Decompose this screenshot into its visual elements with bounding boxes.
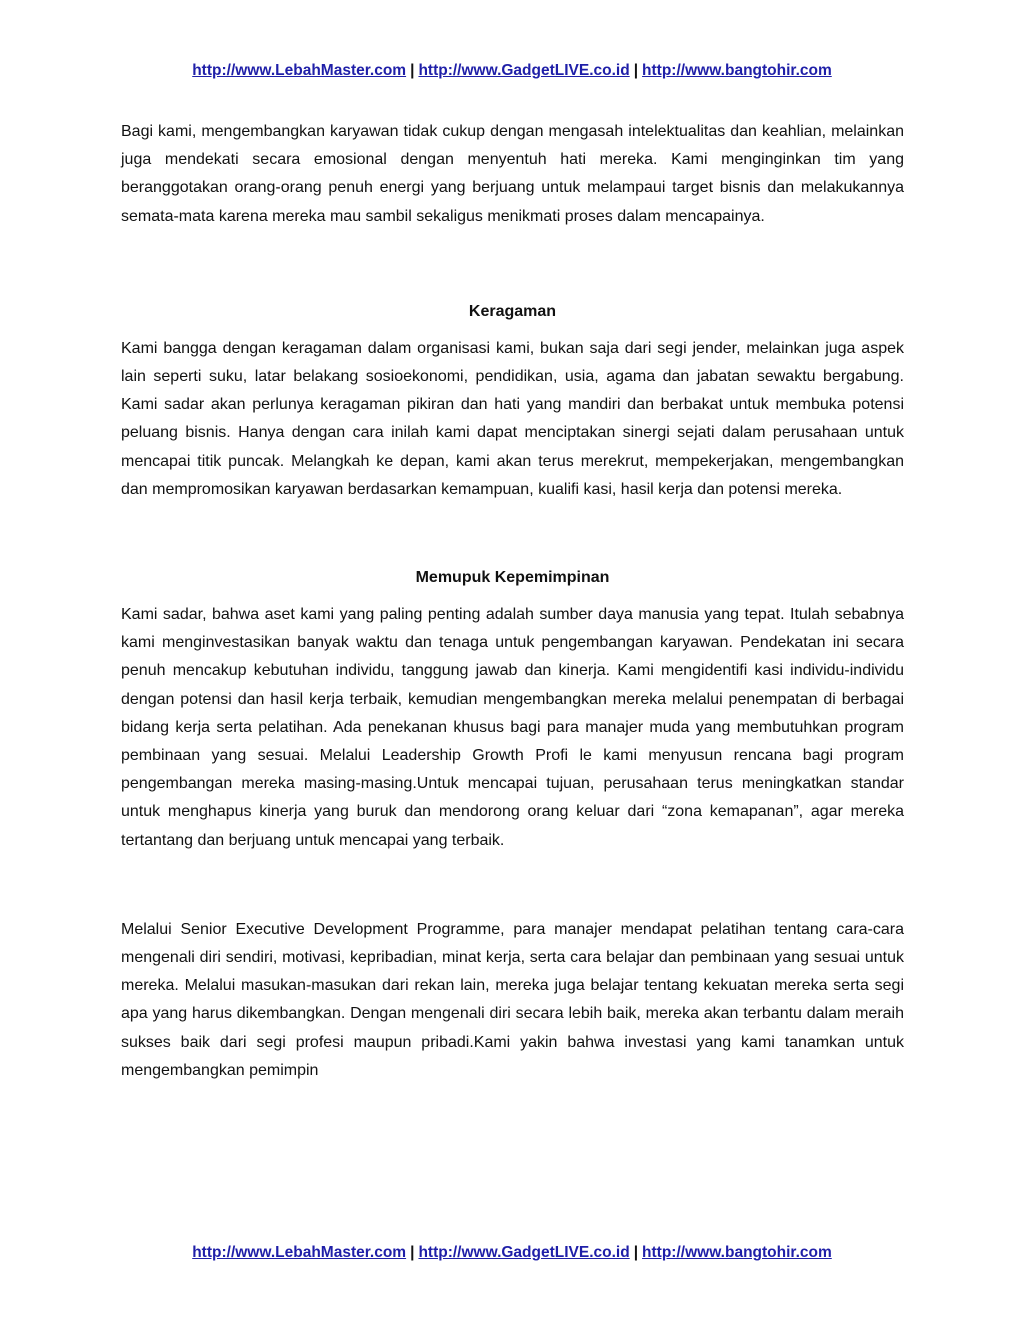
document-body — [121, 118, 904, 1085]
footer-link-lebahmaster[interactable]: http://www.LebahMaster.com — [192, 1244, 407, 1261]
paragraph-kepemimpinan: Kami sadar, bahwa aset kami yang paling penting adalah sumber daya manusia yang tepat. Itulah sebabnya kami menginvestasikan banyak waktu dan tenaga untuk pengembangan karyawan. Pendekatan ini secara penuh mencakup kebutuhan individu, tanggung jawab dan kinerja. Kami mengidentifi kasi individu-individu dengan potensi dan hasil kerja terbaik, kemudian mengembangkan mereka melalui penempatan di berbagai bidang kerja serta pelatihan. Ada penekanan khusus bagi para manajer muda yang membutuhkan program pembinaan yang sesuai. Melalui Leadership Growth Profi le kami menyusun rencana bagi program pengembangan mereka masing-masing.Untuk mencapai tujuan, perusahaan terus meningkatkan standar untuk menghapus kinerja yang buruk dan mendorong orang keluar dari “zona kemapanan”, agar mereka tertantang dan berjuang untuk mencapai yang terbaik. — [121, 606, 904, 849]
footer-separator: | — [633, 1244, 639, 1261]
header-links — [0, 61, 1024, 81]
heading-keragaman: Keragaman — [468, 302, 557, 320]
header-link-bangtohir[interactable]: http://www.bangtohir.com — [642, 62, 832, 79]
paragraph-senior-executive: Melalui Senior Executive Development Programme, para manajer mendapat pelatihan tentang cara-cara mengenali diri sendiri, motivasi, kepribadian, minat kerja, serta cara belajar dan pembinaan yang sesuai untuk mereka. Melalui masukan-masukan dari rekan lain, mereka juga belajar tentang kekuatan mereka serta segi apa yang harus dikembangkan. Dengan mengenali diri secara lebih baik, mereka akan terbantu dalam meraih sukses baik dari segi profesi maupun pribadi.Kami yakin bahwa investasi yang kami tanamkan untuk mengembangkan pemimpin — [121, 920, 904, 1079]
heading-memupuk-kepemimpinan: Memupuk Kepemimpinan — [415, 569, 610, 587]
paragraph-keragaman: Kami bangga dengan keragaman dalam organisasi kami, bukan saja dari segi jender, melainkan juga aspek lain seperti suku, latar belakang sosioekonomi, pendidikan, usia, agama dan jabatan sewaktu bergabung. Kami sadar akan perlunya keragaman pikiran dan hati yang mandiri dan berbakat untuk membuka potensi peluang bisnis. Hanya dengan cara inilah kami dapat menciptakan sinergi sejati dalam perusahaan untuk mencapai titik puncak. Melangkah ke depan, kami akan terus merekrut, mempekerjakan, mengembangkan dan mempromosikan karyawan berdasarkan kemampuan, kualifi kasi, hasil kerja dan potensi mereka. — [121, 339, 904, 498]
footer-links — [0, 1243, 1024, 1263]
footer-separator: | — [410, 1244, 415, 1261]
footer-link-bangtohir[interactable]: http://www.bangtohir.com — [642, 1244, 832, 1261]
header-link-gadgetlive[interactable]: http://www.GadgetLIVE.co.id — [418, 62, 630, 79]
footer-link-gadgetlive[interactable]: http://www.GadgetLIVE.co.id — [418, 1244, 630, 1261]
header-link-lebahmaster[interactable]: http://www.LebahMaster.com — [192, 62, 407, 79]
header-separator: | — [410, 62, 415, 79]
header-separator: | — [633, 62, 639, 79]
paragraph-intro: Bagi kami, mengembangkan karyawan tidak cukup dengan mengasah intelektualitas dan keahlian, melainkan juga mendekati secara emosional dengan menyentuh hati mereka. Kami menginginkan tim yang beranggotakan orang-orang penuh energi yang berjuang untuk melampaui target bisnis dan melakukannya semata-mata karena mereka mau sambil sekaligus menikmati proses dalam mencapainya. — [121, 123, 904, 225]
